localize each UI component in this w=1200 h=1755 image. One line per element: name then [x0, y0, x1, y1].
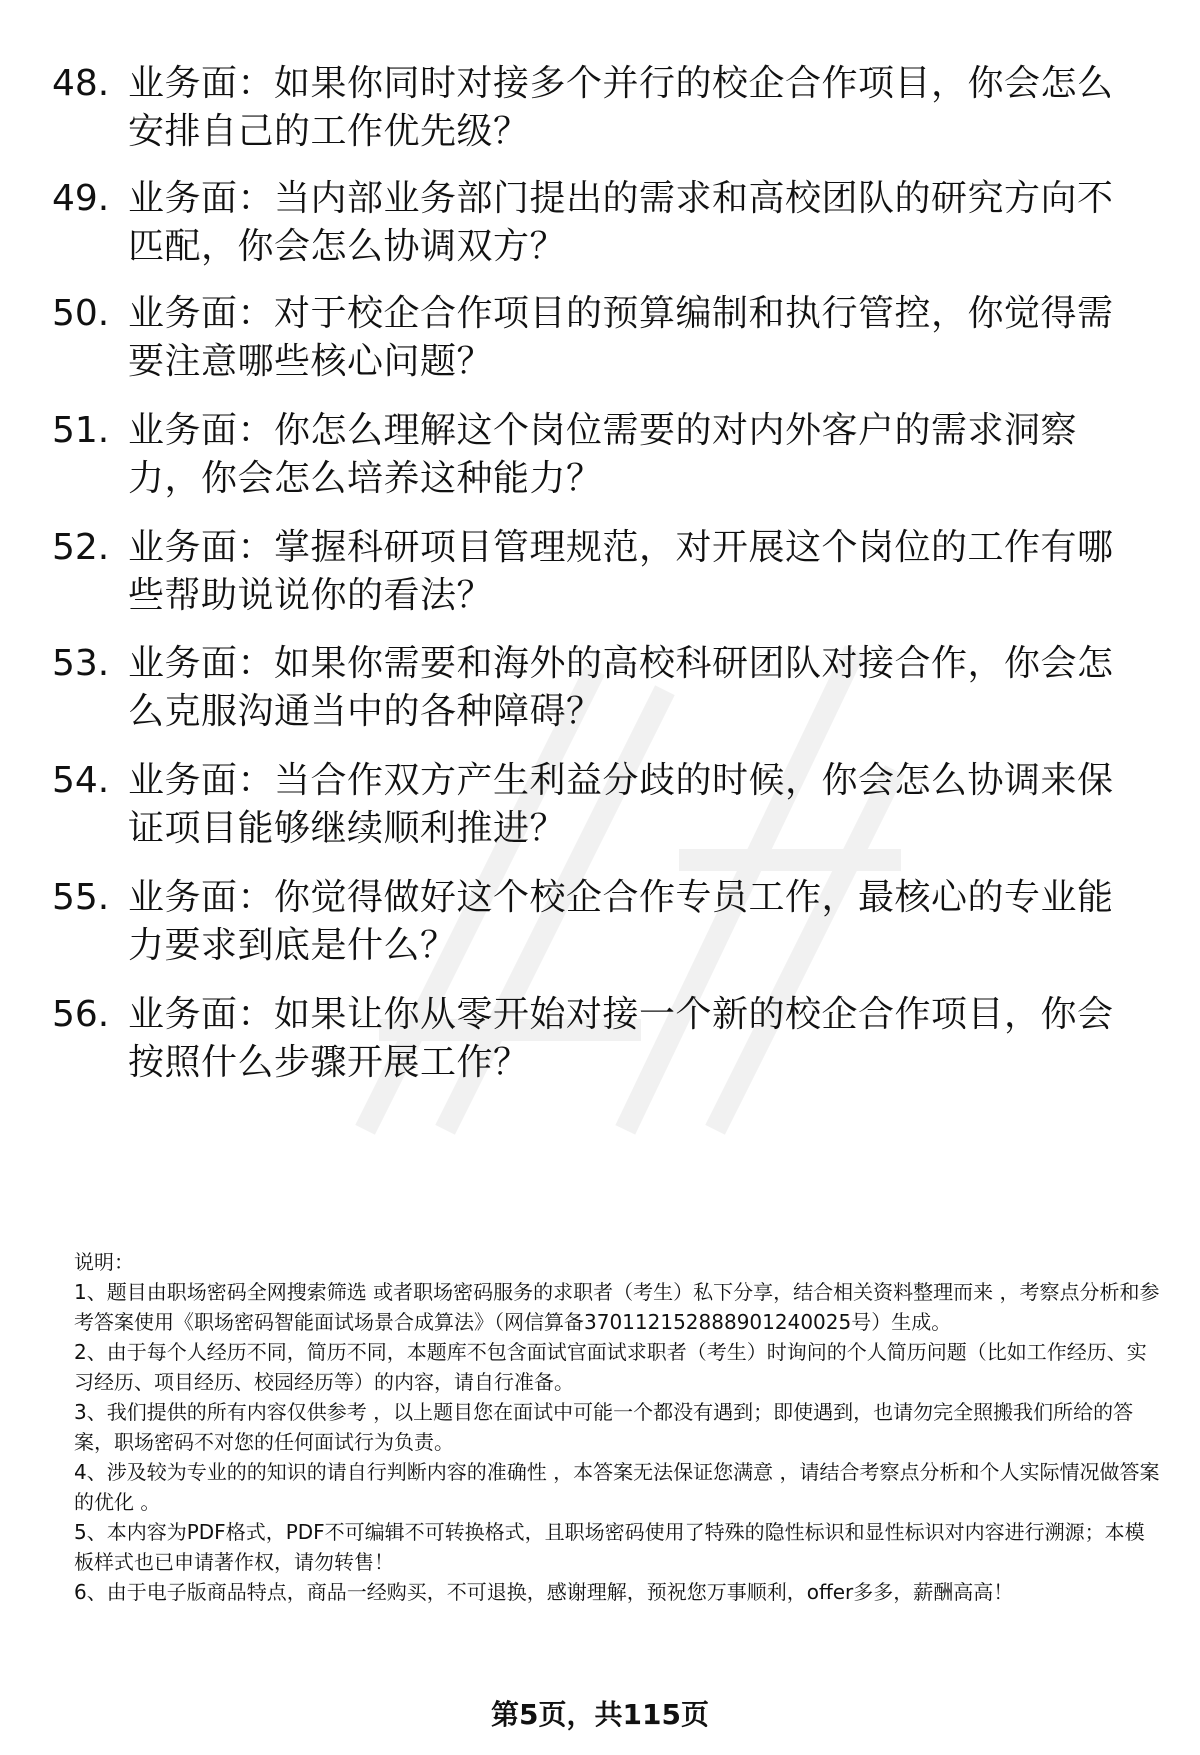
- question-number: 55.: [52, 877, 110, 918]
- note-item: 3、我们提供的所有内容仅供参考 ，以上题目您在面试中可能一个都没有遇到；即使遇到，也请勿完全照搬我们所给的答案，职场密码不对您的任何面试行为负责。: [74, 1400, 1134, 1454]
- note-item: 2、由于每个人经历不同，简历不同，本题库不包含面试官面试求职者（考生）时询问的个人简历问题（比如工作经历、实习经历、项目经历、校园经历等）的内容，请自行准备。: [74, 1340, 1147, 1394]
- notes-section: [74, 1247, 1164, 1607]
- question-number: 48.: [52, 63, 110, 104]
- question-text: 业务面：掌握科研项目管理规范，对开展这个岗位的工作有哪些帮助说说你的看法？: [128, 527, 1114, 616]
- question-number: 53.: [52, 643, 110, 684]
- question-text: 业务面：对于校企合作项目的预算编制和执行管控，你觉得需要注意哪些核心问题？: [128, 293, 1114, 382]
- page-number-label: 第5页，共115页: [491, 1698, 709, 1731]
- note-item: 6、由于电子版商品特点，商品一经购买，不可退换，感谢理解，预祝您万事顺利，offer多多，薪酬高高！: [74, 1580, 1014, 1604]
- note-item: 4、涉及较为专业的的知识的请自行判断内容的准确性 ，本答案无法保证您满意 ，请结合考察点分析和个人实际情况做答案的优化 。: [74, 1460, 1160, 1514]
- question-text: 业务面：当内部业务部门提出的需求和高校团队的研究方向不匹配，你会怎么协调双方？: [128, 178, 1114, 267]
- notes-heading: 说明：: [74, 1250, 134, 1274]
- question-text: 业务面：你怎么理解这个岗位需要的对内外客户的需求洞察力，你会怎么培养这种能力？: [128, 410, 1078, 499]
- question-text: 业务面：如果你同时对接多个并行的校企合作项目，你会怎么安排自己的工作优先级？: [128, 63, 1114, 152]
- page-footer: [0, 1697, 1200, 1733]
- question-number: 54.: [52, 760, 110, 801]
- question-text: 业务面：如果你需要和海外的高校科研团队对接合作，你会怎么克服沟通当中的各种障碍？: [128, 643, 1114, 732]
- question-number: 49.: [52, 178, 110, 219]
- note-item: 1、题目由职场密码全网搜索筛选 或者职场密码服务的求职者（考生）私下分享，结合相关资料整理而来 ，考察点分析和参考答案使用《职场密码智能面试场景合成算法》（网信算备370112152888901240025号）生成。: [74, 1280, 1160, 1334]
- question-text: 业务面：当合作双方产生利益分歧的时候，你会怎么协调来保证项目能够继续顺利推进？: [128, 760, 1114, 849]
- note-item: 5、本内容为PDF格式，PDF不可编辑不可转换格式，且职场密码使用了特殊的隐性标识和显性标识对内容进行溯源；本模板样式也已申请著作权，请勿转售！: [74, 1520, 1145, 1574]
- question-number: 56.: [52, 994, 110, 1035]
- question-number: 50.: [52, 293, 110, 334]
- question-text: 业务面：如果让你从零开始对接一个新的校企合作项目，你会按照什么步骤开展工作？: [128, 994, 1114, 1083]
- question-text: 业务面：你觉得做好这个校企合作专员工作，最核心的专业能力要求到底是什么？: [128, 877, 1114, 966]
- question-number: 52.: [52, 527, 110, 568]
- question-number: 51.: [52, 410, 110, 451]
